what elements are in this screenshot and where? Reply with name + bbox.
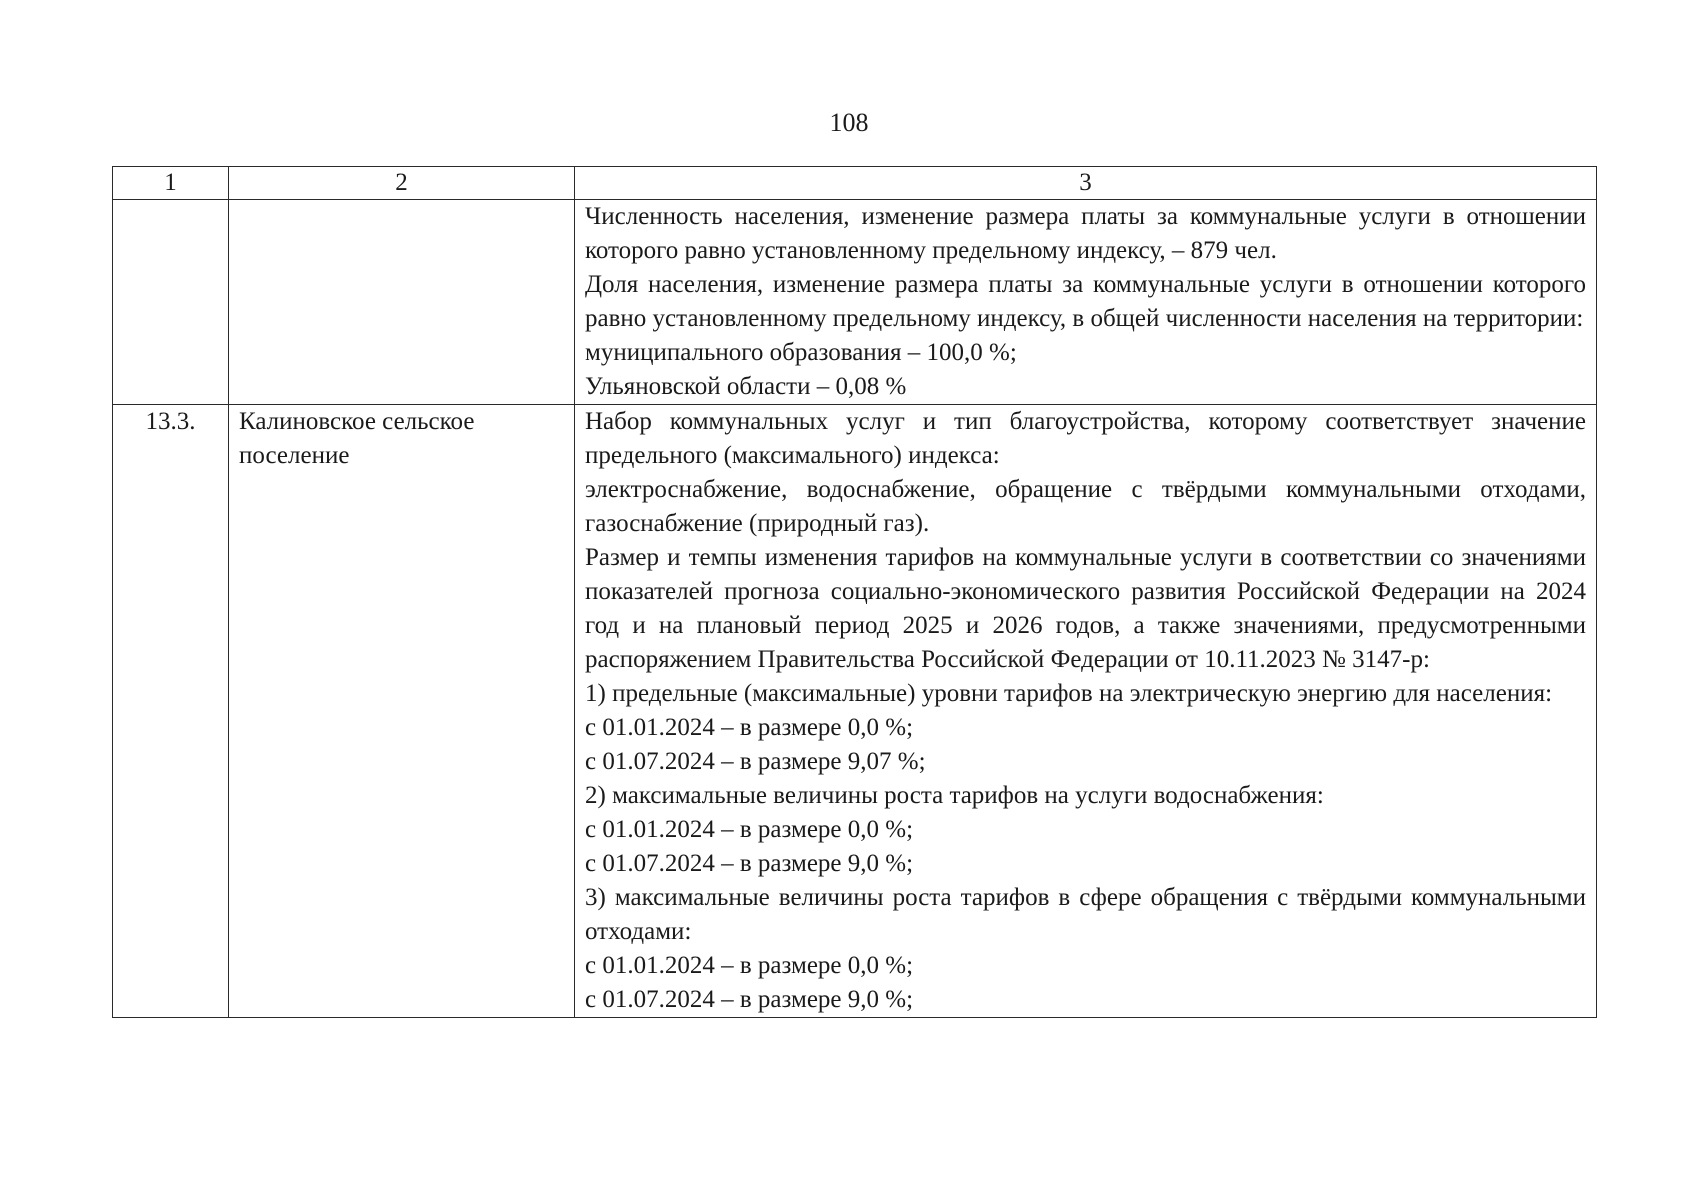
column-header-3: 3 xyxy=(575,167,1597,200)
content-paragraph: электроснабжение, водоснабжение, обращение с твёрдыми коммунальными отходами, газоснабжение (природный газ). xyxy=(585,476,1586,537)
content-paragraph: с 01.01.2024 – в размере 0,0 %; xyxy=(585,952,914,979)
column-header-1: 1 xyxy=(113,167,229,200)
content-paragraph: Размер и темпы изменения тарифов на коммунальные услуги в соответствии со значениями показателей прогноза социально-экономического развития Российской Федерации на 2024 год и на плановый период 2025 и 2026 годов, а также значениями, предусмотренными распоряжением Правительства Российской Федерации от 10.11.2023 № 3147-р: xyxy=(585,544,1586,673)
content-paragraph: 3) максимальные величины роста тарифов в сфере обращения с твёрдыми коммунальными отходами: xyxy=(585,884,1586,945)
content-paragraph: с 01.07.2024 – в размере 9,07 %; xyxy=(585,748,926,775)
settlement-name xyxy=(229,200,575,405)
content-paragraph: Ульяновской области – 0,08 % xyxy=(585,373,907,400)
content-paragraph: с 01.01.2024 – в размере 0,0 %; xyxy=(585,816,914,843)
table-row xyxy=(113,200,1597,405)
content-paragraph: с 01.07.2024 – в размере 9,0 %; xyxy=(585,850,914,877)
content-paragraph: с 01.01.2024 – в размере 0,0 %; xyxy=(585,714,914,741)
row-number: 13.3. xyxy=(113,405,229,1018)
tariff-table xyxy=(112,166,1597,1018)
content-paragraph: 2) максимальные величины роста тарифов на услуги водоснабжения: xyxy=(585,782,1324,809)
table-row xyxy=(113,405,1597,1018)
column-header-2: 2 xyxy=(229,167,575,200)
content-paragraph: Набор коммунальных услуг и тип благоустройства, которому соответствует значение предельного (максимального) индекса: xyxy=(585,408,1586,469)
content-paragraph: Доля населения, изменение размера платы за коммунальные услуги в отношении которого равно установленному предельному индексу, в общей численности населения на территории: xyxy=(585,271,1586,332)
content-paragraph: с 01.07.2024 – в размере 9,0 %; xyxy=(585,986,914,1013)
content-paragraph: муниципального образования – 100,0 %; xyxy=(585,339,1017,366)
settlement-name: Калиновское сельское поселение xyxy=(229,405,575,1018)
page-number: 108 xyxy=(829,108,869,137)
row-content xyxy=(575,200,1597,405)
row-number xyxy=(113,200,229,405)
table-header-row xyxy=(113,167,1597,200)
row-content xyxy=(575,405,1597,1018)
content-paragraph: Численность населения, изменение размера платы за коммунальные услуги в отношении которого равно установленному предельному индексу, – 879 чел. xyxy=(585,203,1586,264)
content-paragraph: 1) предельные (максимальные) уровни тарифов на электрическую энергию для населения: xyxy=(585,680,1553,707)
